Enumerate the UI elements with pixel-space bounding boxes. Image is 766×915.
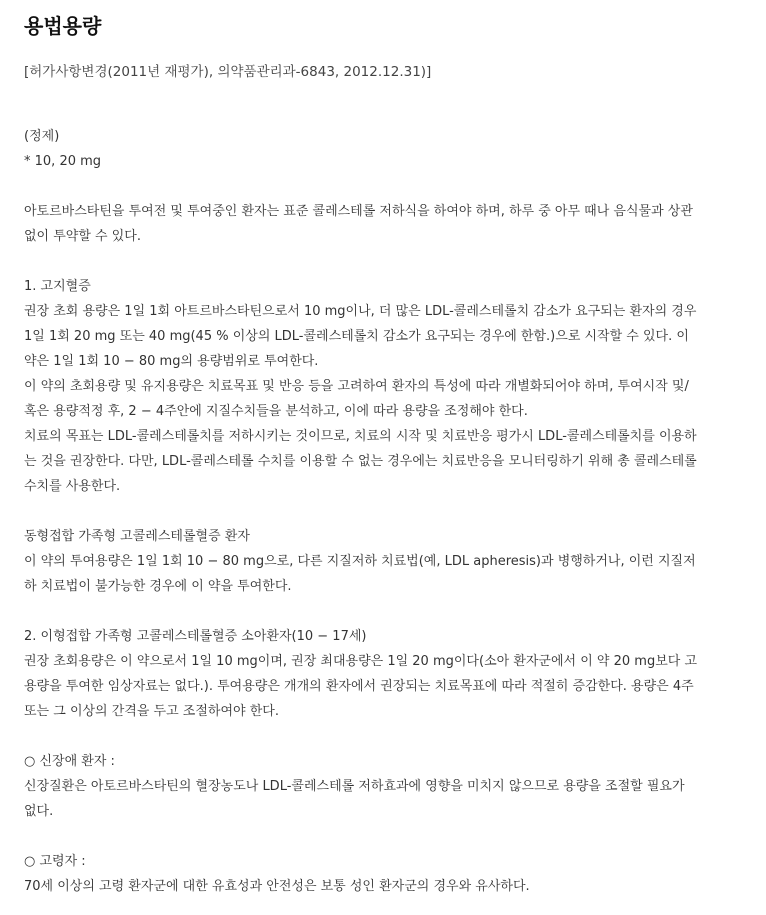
blank-line: [24, 599, 724, 624]
text-line: 하 치료법이 불가능한 경우에 이 약을 투여한다.: [24, 579, 292, 594]
section-heading: ○ 고령자 :: [24, 854, 86, 869]
text-line: 용량을 투여한 임상자료는 없다.). 투여용량은 개개의 환자에서 권장되는 치료목표에 따라 적절히 증감한다. 용량은 4주: [24, 679, 694, 694]
text-line: 권장 초회용량은 이 약으로서 1일 10 mg이며, 권장 최대용량은 1일 20 mg이다(소아 환자군에서 이 약 20 mg보다 고: [24, 654, 698, 669]
text-line: 70세 이상의 고령 환자군에 대한 유효성과 안전성은 보통 성인 환자군의 경우와 유사하다.: [24, 879, 530, 894]
text-line: 수치를 사용한다.: [24, 479, 121, 494]
page-title: 용법용량: [24, 14, 102, 38]
section-heading: ○ 신장애 환자 :: [24, 754, 115, 769]
text-line: 없이 투약할 수 있다.: [24, 229, 141, 244]
text-line: * 10, 20 mg: [24, 154, 102, 169]
blank-line: [24, 824, 724, 849]
text-line: 1일 1회 20 mg 또는 40 mg(45 % 이상의 LDL-콜레스테롤치 감소가 요구되는 경우에 한함.)으로 시작할 수 있다. 이: [24, 329, 689, 344]
text-line: 치료의 목표는 LDL-콜레스테롤치를 저하시키는 것이므로, 치료의 시작 및 치료반응 평가시 LDL-콜레스테롤치를 이용하: [24, 429, 697, 444]
text-line: 혹은 용량적정 후, 2 − 4주안에 지질수치들을 분석하고, 이에 따라 용량을 조정해야 한다.: [24, 404, 528, 419]
section-heading: 1. 고지혈증: [24, 279, 91, 294]
section-heading: 2. 이형접합 가족형 고콜레스테롤혈증 소아환자(10 − 17세): [24, 629, 367, 644]
text-line: 는 것을 권장한다. 다만, LDL-콜레스테롤 수치를 이용할 수 없는 경우에는 치료반응을 모니터링하기 위해 총 콜레스테롤: [24, 454, 697, 469]
revision-note: [허가사항변경(2011년 재평가), 의약품관리과-6843, 2012.12.31)]: [24, 64, 432, 80]
blank-line: [24, 249, 724, 274]
text-line: 없다.: [24, 804, 54, 819]
text-line: 권장 초회 용량은 1일 1회 아트르바스타틴으로서 10 mg이나, 더 많은 LDL-콜레스테롤치 감소가 요구되는 환자의 경우: [24, 304, 697, 319]
section-heading: 동형접합 가족형 고콜레스테롤혈증 환자: [24, 529, 250, 544]
text-line: 아토르바스타틴을 투여전 및 투여중인 환자는 표준 콜레스테롤 저하식을 하여야 하며, 하루 중 아무 때나 음식물과 상관: [24, 204, 693, 219]
text-line: 이 약의 초회용량 및 유지용량은 치료목표 및 반응 등을 고려하여 환자의 특성에 따라 개별화되어야 하며, 투여시작 및/: [24, 379, 689, 394]
text-line: 신장질환은 아토르바스타틴의 혈장농도나 LDL-콜레스테롤 저하효과에 영향을 미치지 않으므로 용량을 조절할 필요가: [24, 779, 685, 794]
blank-line: [24, 724, 724, 749]
blank-line: [24, 499, 724, 524]
blank-line: [24, 174, 724, 199]
text-line: (정제): [24, 129, 60, 144]
text-line: 약은 1일 1회 10 − 80 mg의 용량범위로 투여한다.: [24, 354, 319, 369]
document-body: [24, 124, 724, 899]
text-line: 또는 그 이상의 간격을 두고 조절하여야 한다.: [24, 704, 279, 719]
text-line: 이 약의 투여용량은 1일 1회 10 − 80 mg으로, 다른 지질저하 치료법(예, LDL apheresis)과 병행하거나, 이런 지질저: [24, 554, 696, 569]
